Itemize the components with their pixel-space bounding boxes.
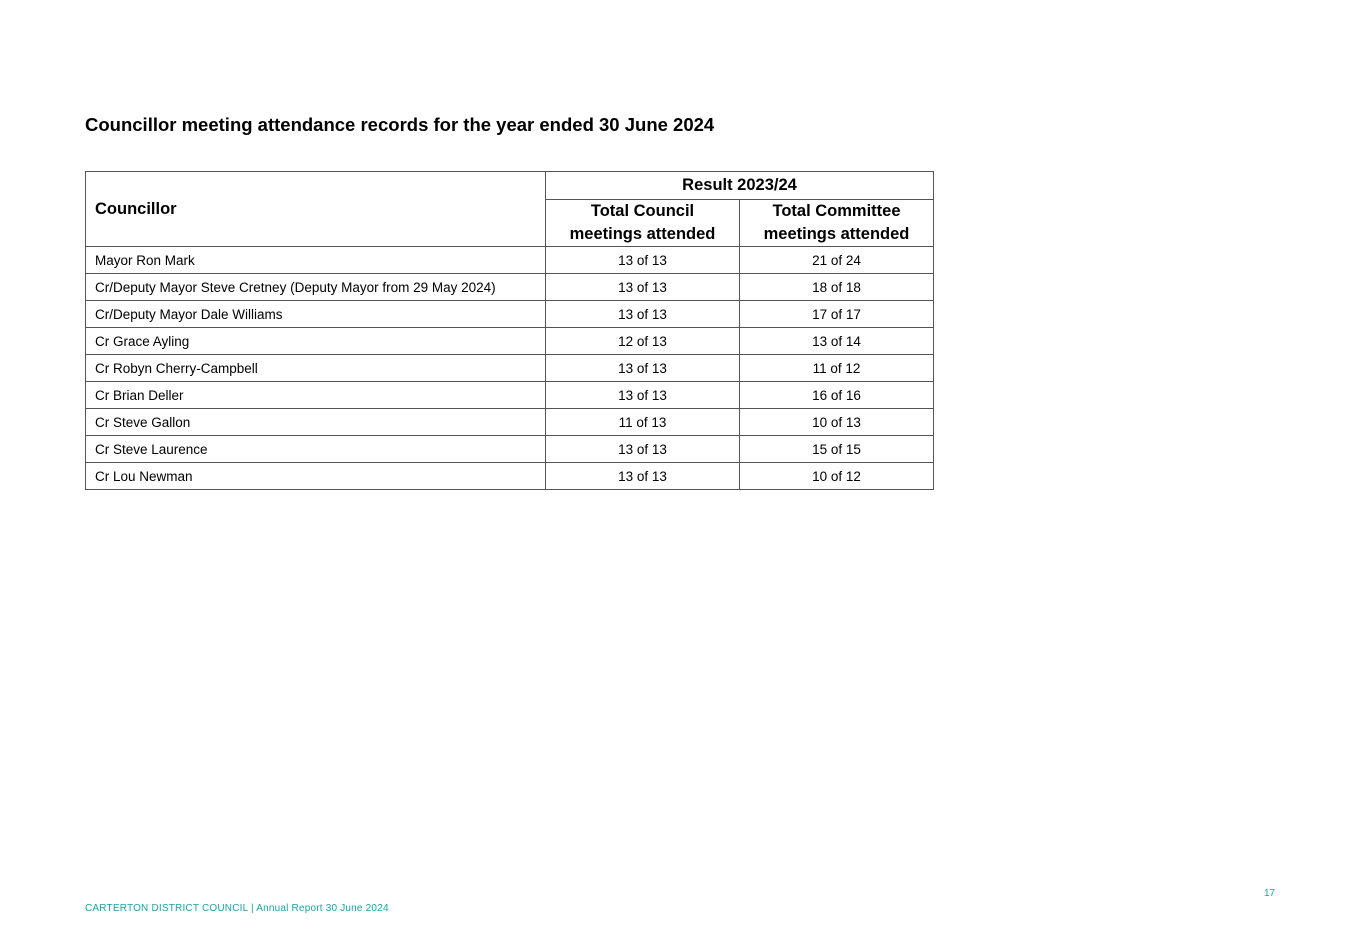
table-row	[86, 301, 934, 328]
committee-attendance: 21 of 24	[740, 247, 934, 274]
committee-attendance: 10 of 13	[740, 409, 934, 436]
header-councillor: Councillor	[86, 172, 546, 247]
council-attendance: 13 of 13	[546, 274, 740, 301]
council-attendance: 13 of 13	[546, 355, 740, 382]
councillor-name: Cr Brian Deller	[86, 382, 546, 409]
councillor-name: Cr Robyn Cherry-Campbell	[86, 355, 546, 382]
table-row	[86, 328, 934, 355]
committee-attendance: 13 of 14	[740, 328, 934, 355]
council-attendance: 13 of 13	[546, 463, 740, 490]
council-attendance: 13 of 13	[546, 382, 740, 409]
councillor-name: Cr Lou Newman	[86, 463, 546, 490]
header-council-meetings	[546, 200, 740, 247]
table-row	[86, 274, 934, 301]
councillor-name: Cr Steve Gallon	[86, 409, 546, 436]
table-row	[86, 247, 934, 274]
councillor-name: Cr/Deputy Mayor Dale Williams	[86, 301, 546, 328]
table-row	[86, 436, 934, 463]
header-council-line2: meetings attended	[569, 225, 716, 243]
table-row	[86, 409, 934, 436]
footer-text: CARTERTON DISTRICT COUNCIL | Annual Report 30 June 2024	[85, 903, 389, 914]
council-attendance: 11 of 13	[546, 409, 740, 436]
header-council-line1: Total Council	[590, 202, 695, 220]
header-committee-line1: Total Committee	[772, 202, 901, 220]
page-title: Councillor meeting attendance records for the year ended 30 June 2024	[85, 114, 715, 135]
council-attendance: 12 of 13	[546, 328, 740, 355]
table-row	[86, 355, 934, 382]
councillor-name: Cr Grace Ayling	[86, 328, 546, 355]
committee-attendance: 10 of 12	[740, 463, 934, 490]
committee-attendance: 15 of 15	[740, 436, 934, 463]
committee-attendance: 18 of 18	[740, 274, 934, 301]
header-committee-meetings	[740, 200, 934, 247]
committee-attendance: 11 of 12	[740, 355, 934, 382]
page-number: 17	[1264, 888, 1276, 899]
committee-attendance: 17 of 17	[740, 301, 934, 328]
councillor-name: Cr/Deputy Mayor Steve Cretney (Deputy Mayor from 29 May 2024)	[86, 274, 546, 301]
table-row	[86, 463, 934, 490]
table-row	[86, 382, 934, 409]
attendance-table	[85, 171, 934, 490]
header-committee-line2: meetings attended	[763, 225, 910, 243]
header-result: Result 2023/24	[546, 172, 934, 200]
council-attendance: 13 of 13	[546, 301, 740, 328]
council-attendance: 13 of 13	[546, 436, 740, 463]
council-attendance: 13 of 13	[546, 247, 740, 274]
committee-attendance: 16 of 16	[740, 382, 934, 409]
councillor-name: Cr Steve Laurence	[86, 436, 546, 463]
councillor-name: Mayor Ron Mark	[86, 247, 546, 274]
